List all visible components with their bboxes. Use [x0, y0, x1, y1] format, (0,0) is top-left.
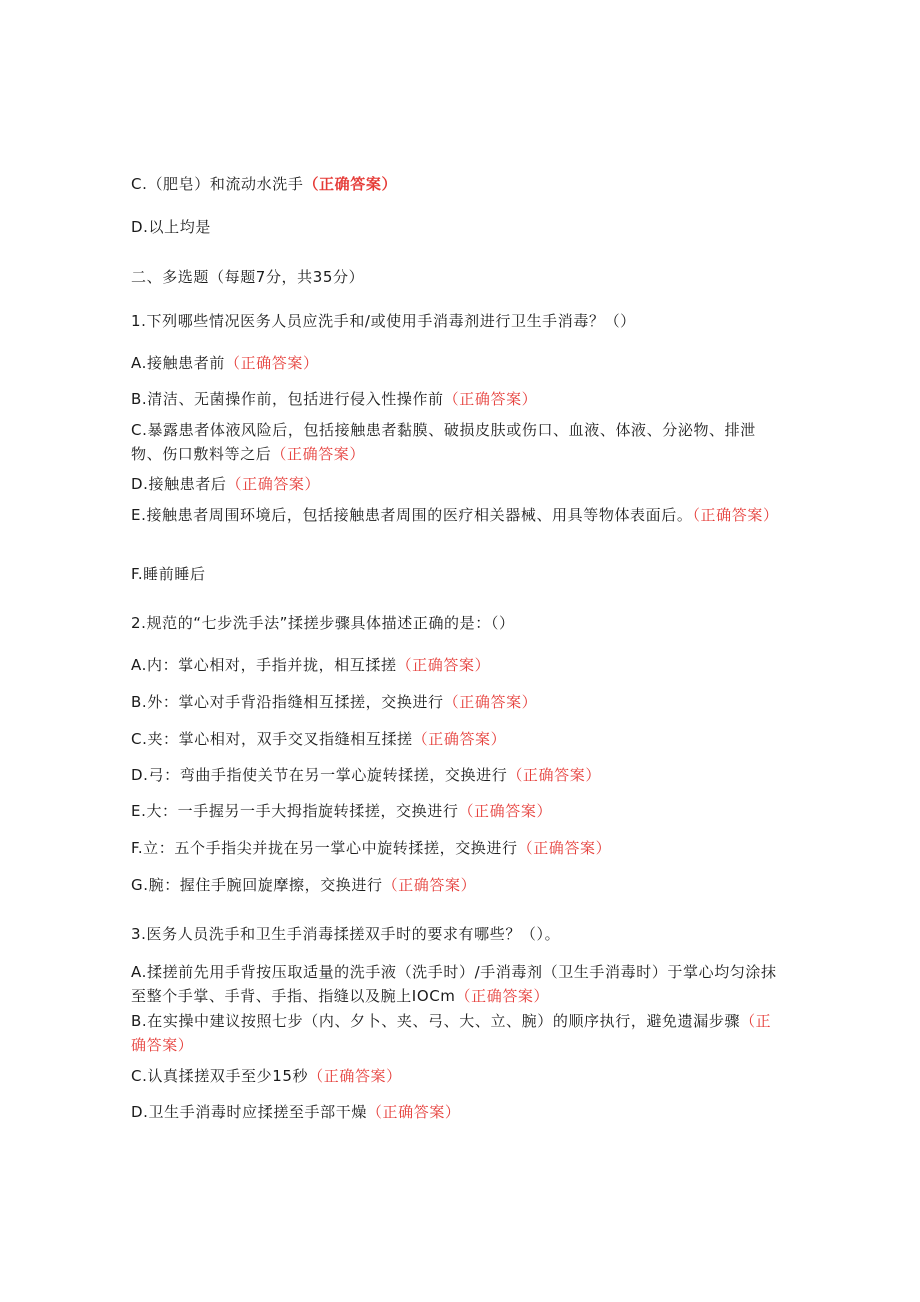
- option-text: D.以上均是: [131, 218, 211, 236]
- section-title: 二、多选题（每题7分，共35分）: [131, 268, 365, 286]
- option-text: F.立：五个手指尖并拢在另一掌心中旋转揉搓，交换进行: [131, 839, 518, 857]
- question-1: 1.下列哪些情况医务人员应洗手和/或使用手消毒剂进行卫生手消毒？（）: [131, 312, 636, 330]
- q1-option-c: [131, 418, 781, 466]
- q3-option-d: [131, 1100, 461, 1124]
- correct-answer-tag: （正确答案）: [224, 354, 319, 372]
- correct-answer-tag: （正确答案）: [271, 445, 366, 463]
- option-text: C.夹：掌心相对，双手交叉指缝相互揉搓: [131, 730, 413, 748]
- correct-answer-tag: （正确答案）: [455, 987, 550, 1005]
- question-3: 3.医务人员洗手和卫生手消毒揉搓双手时的要求有哪些？（）。: [131, 925, 561, 943]
- correct-answer-tag: （正确答案）: [458, 802, 553, 820]
- correct-answer-tag: （正确答案）: [396, 656, 491, 674]
- correct-answer-tag: （正确答案）: [308, 1067, 402, 1085]
- correct-answer-tag: （正确答案）: [366, 1103, 461, 1121]
- q3-option-b: [131, 1009, 781, 1057]
- option-text: D.卫生手消毒时应揉搓至手部干燥: [131, 1103, 367, 1121]
- q2-option-a: [131, 653, 490, 677]
- option-text: D.接触患者后: [131, 475, 227, 493]
- option-text: E.大：一手握另一手大拇指旋转揉搓，交换进行: [131, 802, 459, 820]
- q1-option-b: [131, 387, 537, 411]
- option-d-top: [131, 215, 211, 239]
- option-text: A.接触患者前: [131, 354, 225, 372]
- option-text: F.睡前睡后: [131, 565, 206, 583]
- q2-option-c: [131, 727, 506, 751]
- q1-option-f: [131, 562, 206, 586]
- option-text: B.外：掌心对手背沿指缝相互揉搓，交换进行: [131, 693, 444, 711]
- option-text: C.（肥皂）和流动水洗手: [131, 175, 304, 193]
- q2-option-d: [131, 763, 601, 787]
- q3-option-a: [131, 960, 781, 1008]
- option-text: D.弓：弯曲手指使关节在另一掌心旋转揉搓，交换进行: [131, 766, 508, 784]
- correct-answer-tag: （正确答案）: [692, 506, 779, 524]
- correct-answer-tag: （正确答案）: [226, 475, 321, 493]
- q2-option-f: [131, 836, 611, 860]
- option-text: C.暴露患者体液风险后，包括接触患者黏膜、破损皮肤或伤口、血液、体液、分泌物、排泄物、伤口敷料等之后: [131, 421, 756, 463]
- correct-answer-tag: （正确答案）: [412, 730, 507, 748]
- correct-answer-tag: （正确答案）: [303, 175, 398, 193]
- correct-answer-tag: （正确答案）: [131, 1012, 772, 1054]
- correct-answer-tag: （正确答案）: [507, 766, 601, 784]
- option-text: A.内：掌心相对，手指并拢，相互揉搓: [131, 656, 397, 674]
- option-text: B.清洁、无菌操作前，包括进行侵入性操作前: [131, 390, 444, 408]
- correct-answer-tag: （正确答案）: [382, 876, 477, 894]
- correct-answer-tag: （正确答案）: [517, 839, 612, 857]
- q1-option-e: [131, 503, 781, 527]
- question-2: 2.规范的“七步洗手法”揉搓步骤具体描述正确的是：（）: [131, 614, 515, 632]
- option-text: B.在实操中建议按照七步（内、夕卜、夹、弓、大、立、腕）的顺序执行，避免遗漏步骤: [131, 1012, 741, 1030]
- option-text: E.接触患者周围环境后，包括接触患者周围的医疗相关器械、用具等物体表面后。: [131, 506, 693, 524]
- correct-answer-tag: （正确答案）: [443, 693, 538, 711]
- option-c-top: [131, 172, 397, 196]
- option-text: C.认真揉搓双手至少15秒: [131, 1067, 309, 1085]
- q1-option-a: [131, 351, 319, 375]
- q1-option-d: [131, 472, 320, 496]
- q2-option-g: [131, 873, 476, 897]
- q2-option-e: [131, 799, 552, 823]
- correct-answer-tag: （正确答案）: [443, 390, 538, 408]
- option-text: A.揉搓前先用手背按压取适量的洗手液（洗手时）/手消毒剂（卫生手消毒时）于掌心均匀涂抹至整个手掌、手背、手指、指缝以及腕上IOCm: [131, 963, 777, 1005]
- q3-option-c: [131, 1064, 402, 1088]
- option-text: G.腕：握住手腕回旋摩擦，交换进行: [131, 876, 383, 894]
- q2-option-b: [131, 690, 537, 714]
